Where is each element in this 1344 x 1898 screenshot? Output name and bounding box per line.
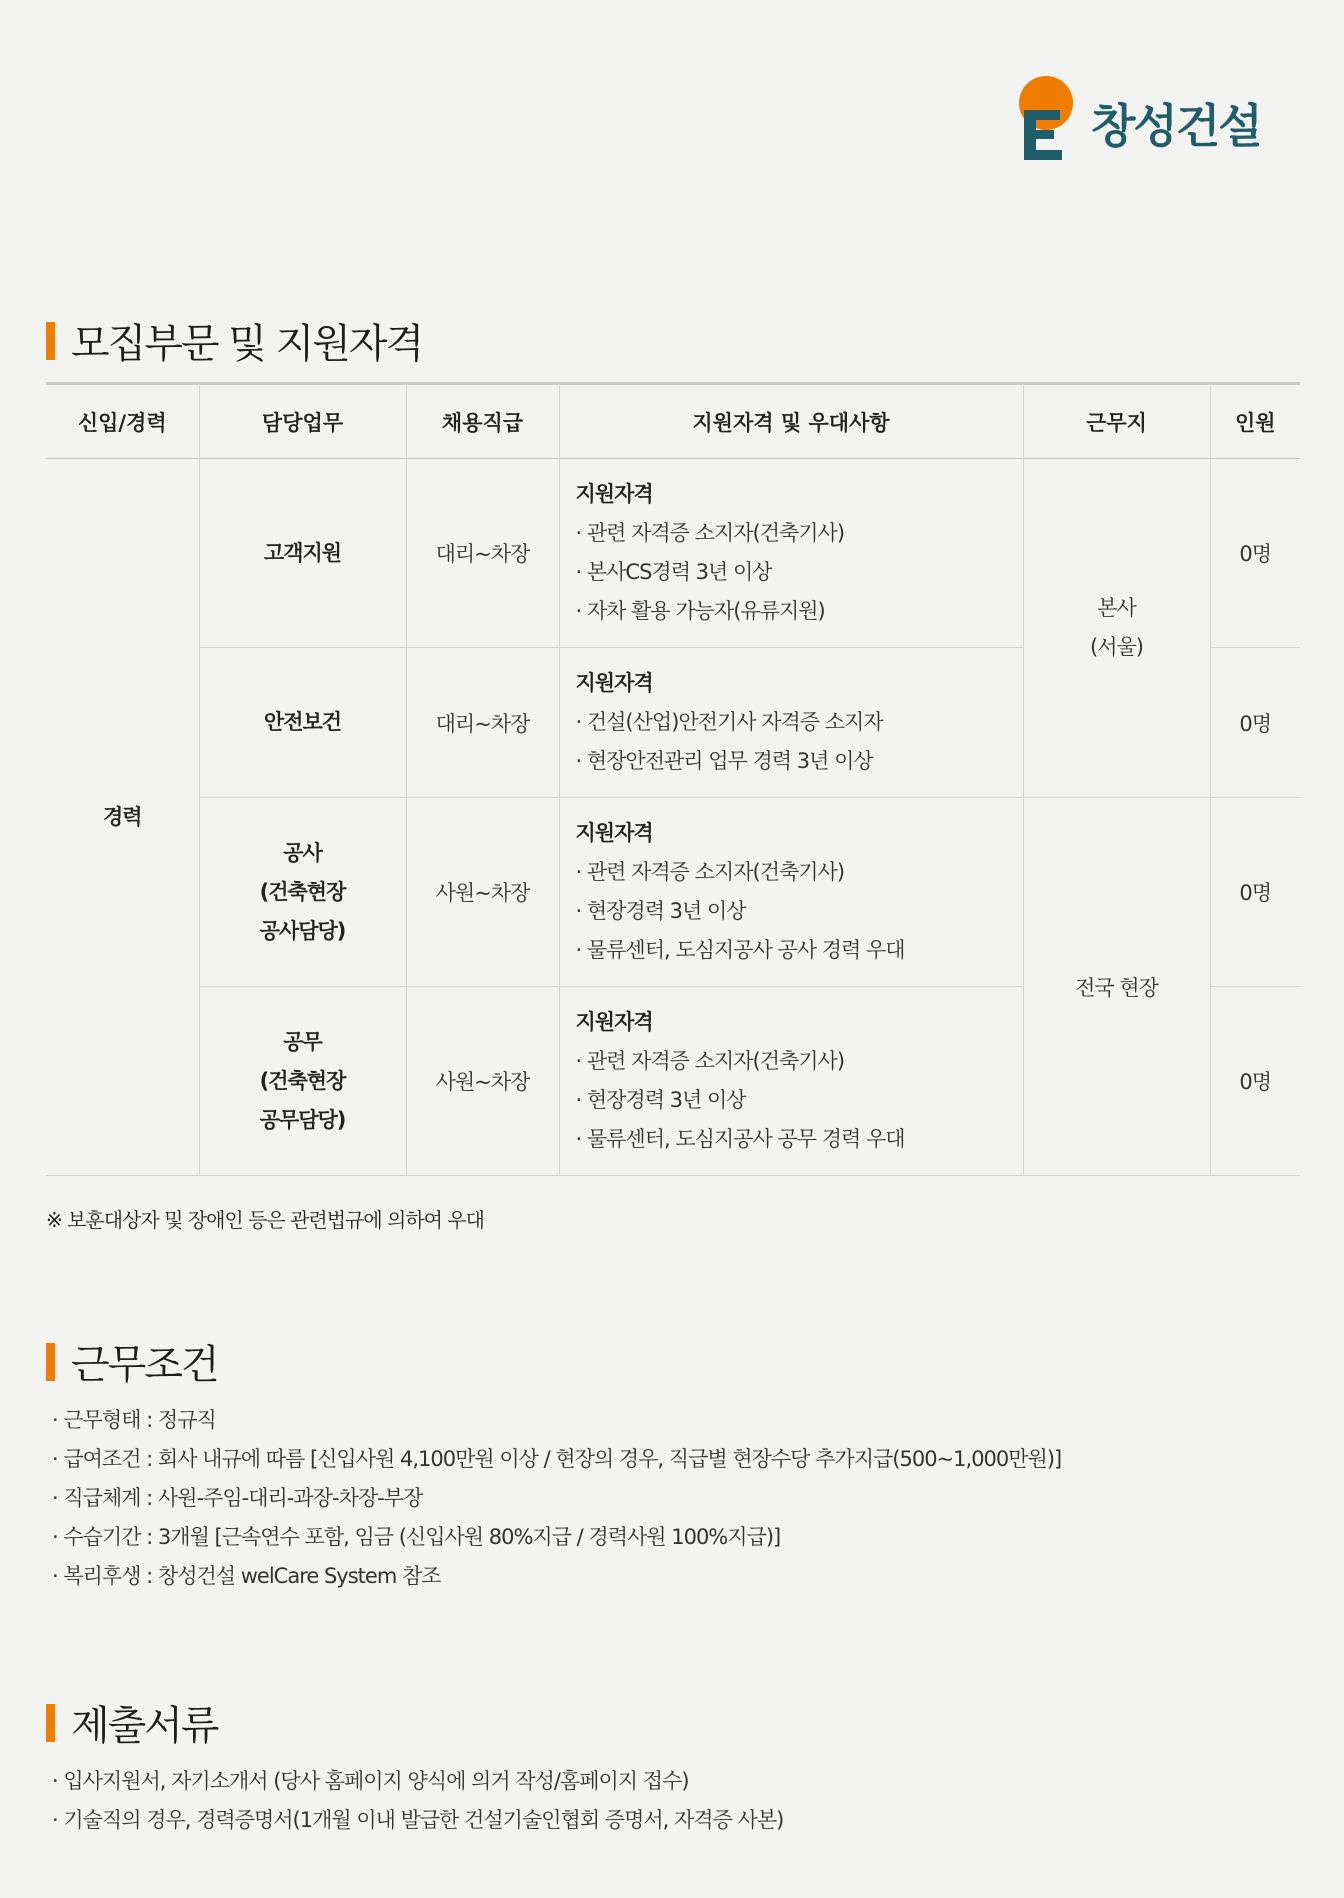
qualification-item: · 현장안전관리 업무 경력 3년 이상 (576, 742, 1023, 781)
count-cell: 0명 (1210, 987, 1300, 1176)
career-cell: 경력 (46, 459, 199, 1176)
company-name: 창성건설 (1091, 99, 1261, 153)
qualification-item: · 관련 자격증 소지자(건축기사) (576, 853, 1023, 892)
list-item: · 수습기간 : 3개월 [근속연수 포함, 임금 (신입사원 80%지급 / 경력사원 100%지급)] (52, 1518, 1061, 1557)
qualification-item: · 본사CS경력 3년 이상 (576, 553, 1023, 592)
count-cell: 0명 (1210, 798, 1300, 987)
location-cell: 본사 (서울) (1023, 459, 1210, 798)
qualification-cell (559, 987, 1023, 1176)
documents-title-text: 제출서류 (71, 1703, 218, 1749)
header-duty: 담당업무 (199, 384, 406, 459)
qualification-item: · 물류센터, 도심지공사 공무 경력 우대 (576, 1120, 1023, 1159)
recruit-section-title (46, 312, 422, 369)
qualification-heading: 지원자격 (575, 821, 653, 845)
qualification-cell (559, 798, 1023, 987)
table-row (46, 459, 1300, 648)
list-item: · 근무형태 : 정규직 (52, 1401, 1061, 1440)
table-row (46, 798, 1300, 987)
duty-cell: 안전보건 (199, 648, 406, 798)
conditions-list (52, 1401, 1061, 1596)
preference-note: ※ 보훈대상자 및 장애인 등은 관련법규에 의하여 우대 (46, 1208, 484, 1232)
header-career: 신입/경력 (46, 384, 199, 459)
header-count: 인원 (1210, 384, 1300, 459)
qualification-cell (559, 459, 1023, 648)
rank-cell: 대리~차장 (406, 459, 559, 648)
duty-cell: 공사 (건축현장 공사담당) (199, 798, 406, 987)
count-cell: 0명 (1210, 648, 1300, 798)
recruit-table (46, 382, 1300, 1176)
qualification-item: · 자차 활용 가능자(유류지원) (576, 592, 1023, 631)
duty-cell: 고객지원 (199, 459, 406, 648)
header-location: 근무지 (1023, 384, 1210, 459)
rank-cell: 사원~차장 (406, 987, 559, 1176)
list-item: · 직급체계 : 사원-주임-대리-과장-차장-부장 (52, 1479, 1061, 1518)
qualification-item: · 건설(산업)안전기사 자격증 소지자 (576, 703, 1023, 742)
location-cell: 전국 현장 (1023, 798, 1210, 1176)
documents-list (52, 1762, 783, 1840)
company-logo (1016, 76, 1306, 162)
list-item: · 입사지원서, 자기소개서 (당사 홈페이지 양식에 의거 작성/홈페이지 접수) (52, 1762, 783, 1801)
title-accent-bar (46, 1704, 55, 1742)
list-item: · 급여조건 : 회사 내규에 따름 [신입사원 4,100만원 이상 / 현장의 경우, 직급별 현장수당 추가지급(500~1,000만원)] (52, 1440, 1061, 1479)
qualification-heading: 지원자격 (575, 671, 653, 695)
qualification-item: · 현장경력 3년 이상 (576, 892, 1023, 931)
recruit-title-text: 모집부문 및 지원자격 (71, 321, 423, 367)
title-accent-bar (46, 322, 55, 360)
rank-cell: 사원~차장 (406, 798, 559, 987)
list-item: · 기술직의 경우, 경력증명서(1개월 이내 발급한 건설기술인협회 증명서, 자격증 사본) (52, 1801, 783, 1840)
header-qualification: 지원자격 및 우대사항 (559, 384, 1023, 459)
qualification-item: · 물류센터, 도심지공사 공사 경력 우대 (576, 931, 1023, 970)
conditions-section-title (46, 1333, 218, 1390)
qualification-heading: 지원자격 (575, 1010, 653, 1034)
list-item: · 복리후생 : 창성건설 welCare System 참조 (52, 1557, 1061, 1596)
qualification-item: · 관련 자격증 소지자(건축기사) (576, 514, 1023, 553)
duty-cell: 공무 (건축현장 공무담당) (199, 987, 406, 1176)
qualification-cell (559, 648, 1023, 798)
table-header-row (46, 384, 1300, 459)
count-cell: 0명 (1210, 459, 1300, 648)
title-accent-bar (46, 1343, 55, 1381)
header-rank: 채용직급 (406, 384, 559, 459)
documents-section-title (46, 1694, 218, 1751)
conditions-title-text: 근무조건 (71, 1342, 218, 1388)
e-logo-icon (1016, 76, 1076, 162)
qualification-heading: 지원자격 (575, 482, 653, 506)
rank-cell: 대리~차장 (406, 648, 559, 798)
qualification-item: · 현장경력 3년 이상 (576, 1081, 1023, 1120)
qualification-item: · 관련 자격증 소지자(건축기사) (576, 1042, 1023, 1081)
